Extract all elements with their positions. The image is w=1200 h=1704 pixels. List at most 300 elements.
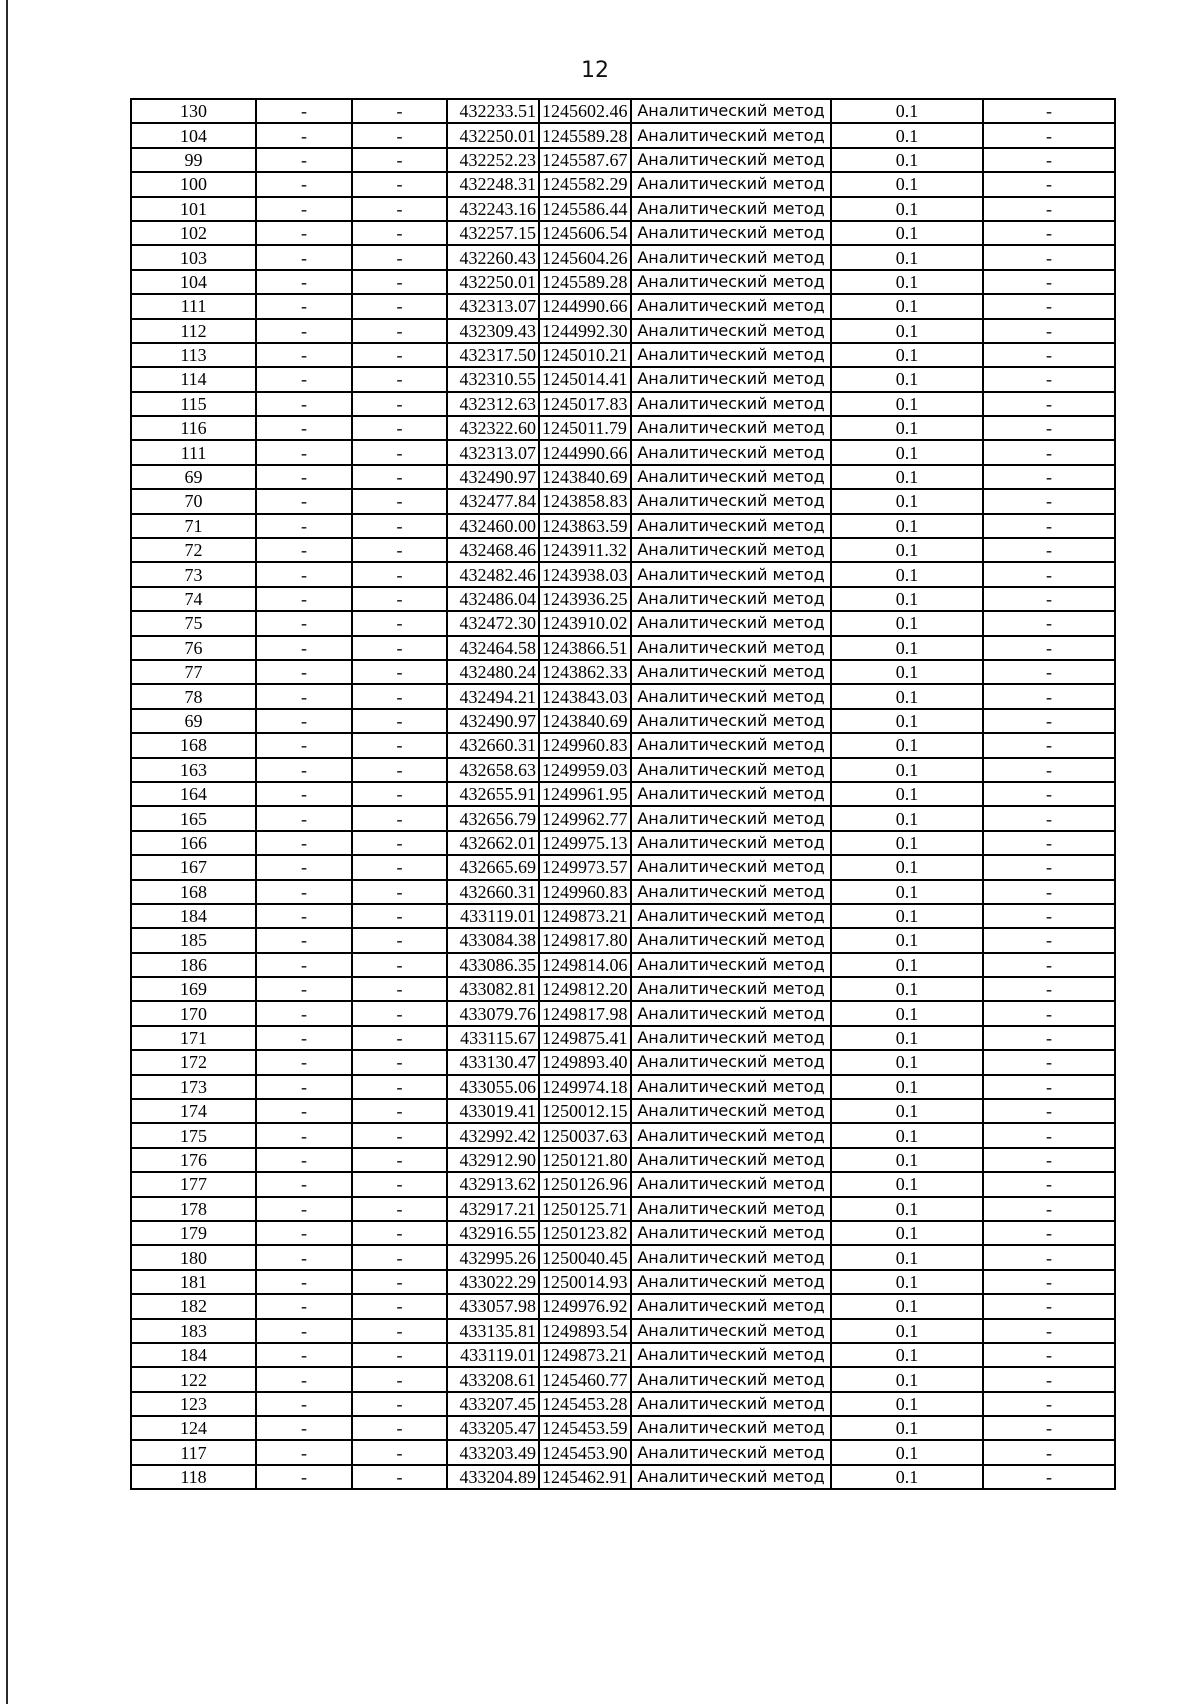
precision-cell: 0.1 [831,1392,983,1416]
precision-cell: 0.1 [831,733,983,757]
table-row [131,611,1115,635]
y-coordinate-cell: 1250126.96 [539,1172,631,1196]
y-coordinate-cell: 1243936.25 [539,587,631,611]
method-cell: Аналитический метод [631,123,831,147]
method-cell: Аналитический метод [631,904,831,928]
empty-value-cell: - [983,562,1115,586]
empty-value-cell: - [352,148,447,172]
y-coordinate-cell: 1249974.18 [539,1075,631,1099]
point-number-cell: 72 [131,538,256,562]
y-coordinate-cell: 1245453.90 [539,1440,631,1464]
empty-value-cell: - [352,416,447,440]
method-cell: Аналитический метод [631,1465,831,1489]
method-cell: Аналитический метод [631,319,831,343]
empty-value-cell: - [352,1416,447,1440]
empty-value-cell: - [352,1026,447,1050]
method-cell: Аналитический метод [631,928,831,952]
empty-value-cell: - [256,880,352,904]
y-coordinate-cell: 1249960.83 [539,733,631,757]
point-number-cell: 116 [131,416,256,440]
y-coordinate-cell: 1243911.32 [539,538,631,562]
empty-value-cell: - [983,709,1115,733]
point-number-cell: 173 [131,1075,256,1099]
empty-value-cell: - [256,1050,352,1074]
method-cell: Аналитический метод [631,1294,831,1318]
empty-value-cell: - [352,660,447,684]
y-coordinate-cell: 1243938.03 [539,562,631,586]
point-number-cell: 166 [131,831,256,855]
empty-value-cell: - [256,294,352,318]
x-coordinate-cell: 433022.29 [447,1270,539,1294]
empty-value-cell: - [983,953,1115,977]
empty-value-cell: - [352,123,447,147]
x-coordinate-cell: 432655.91 [447,782,539,806]
empty-value-cell: - [352,392,447,416]
x-coordinate-cell: 432464.58 [447,636,539,660]
y-coordinate-cell: 1243866.51 [539,636,631,660]
point-number-cell: 111 [131,440,256,464]
precision-cell: 0.1 [831,172,983,196]
table-row [131,855,1115,879]
method-cell: Аналитический метод [631,99,831,123]
table-row [131,1319,1115,1343]
x-coordinate-cell: 432313.07 [447,440,539,464]
y-coordinate-cell: 1245587.67 [539,148,631,172]
empty-value-cell: - [983,245,1115,269]
point-number-cell: 117 [131,1440,256,1464]
method-cell: Аналитический метод [631,1440,831,1464]
empty-value-cell: - [352,953,447,977]
point-number-cell: 101 [131,197,256,221]
empty-value-cell: - [352,367,447,391]
x-coordinate-cell: 433084.38 [447,928,539,952]
precision-cell: 0.1 [831,99,983,123]
method-cell: Аналитический метод [631,782,831,806]
empty-value-cell: - [256,733,352,757]
empty-value-cell: - [256,416,352,440]
point-number-cell: 180 [131,1245,256,1269]
point-number-cell: 111 [131,294,256,318]
method-cell: Аналитический метод [631,611,831,635]
y-coordinate-cell: 1249873.21 [539,904,631,928]
y-coordinate-cell: 1250040.45 [539,1245,631,1269]
empty-value-cell: - [983,977,1115,1001]
empty-value-cell: - [352,977,447,1001]
method-cell: Аналитический метод [631,1245,831,1269]
table-row [131,270,1115,294]
empty-value-cell: - [352,538,447,562]
empty-value-cell: - [256,123,352,147]
precision-cell: 0.1 [831,1221,983,1245]
x-coordinate-cell: 432468.46 [447,538,539,562]
empty-value-cell: - [983,343,1115,367]
empty-value-cell: - [352,1367,447,1391]
precision-cell: 0.1 [831,977,983,1001]
y-coordinate-cell: 1245606.54 [539,221,631,245]
table-row [131,99,1115,123]
table-row [131,806,1115,830]
y-coordinate-cell: 1249875.41 [539,1026,631,1050]
method-cell: Аналитический метод [631,1026,831,1050]
empty-value-cell: - [352,709,447,733]
precision-cell: 0.1 [831,1148,983,1172]
empty-value-cell: - [256,758,352,782]
x-coordinate-cell: 433119.01 [447,1343,539,1367]
precision-cell: 0.1 [831,538,983,562]
precision-cell: 0.1 [831,1440,983,1464]
empty-value-cell: - [256,660,352,684]
empty-value-cell: - [352,636,447,660]
table-row [131,733,1115,757]
table-row [131,831,1115,855]
table-row [131,319,1115,343]
empty-value-cell: - [256,514,352,538]
point-number-cell: 124 [131,1416,256,1440]
empty-value-cell: - [983,1075,1115,1099]
empty-value-cell: - [352,1075,447,1099]
empty-value-cell: - [983,221,1115,245]
point-number-cell: 69 [131,465,256,489]
empty-value-cell: - [256,806,352,830]
method-cell: Аналитический метод [631,709,831,733]
y-coordinate-cell: 1243843.03 [539,684,631,708]
point-number-cell: 179 [131,1221,256,1245]
y-coordinate-cell: 1243840.69 [539,709,631,733]
empty-value-cell: - [256,1245,352,1269]
x-coordinate-cell: 432917.21 [447,1197,539,1221]
y-coordinate-cell: 1243840.69 [539,465,631,489]
precision-cell: 0.1 [831,1172,983,1196]
precision-cell: 0.1 [831,1026,983,1050]
empty-value-cell: - [352,684,447,708]
method-cell: Аналитический метод [631,489,831,513]
y-coordinate-cell: 1245586.44 [539,197,631,221]
empty-value-cell: - [352,880,447,904]
empty-value-cell: - [983,489,1115,513]
x-coordinate-cell: 432250.01 [447,123,539,147]
method-cell: Аналитический метод [631,1416,831,1440]
empty-value-cell: - [983,684,1115,708]
point-number-cell: 184 [131,904,256,928]
precision-cell: 0.1 [831,489,983,513]
precision-cell: 0.1 [831,636,983,660]
empty-value-cell: - [983,1392,1115,1416]
empty-value-cell: - [256,562,352,586]
x-coordinate-cell: 432313.07 [447,294,539,318]
empty-value-cell: - [983,880,1115,904]
method-cell: Аналитический метод [631,392,831,416]
empty-value-cell: - [256,538,352,562]
empty-value-cell: - [983,587,1115,611]
empty-value-cell: - [352,489,447,513]
table-row [131,221,1115,245]
empty-value-cell: - [256,1026,352,1050]
empty-value-cell: - [352,172,447,196]
empty-value-cell: - [352,440,447,464]
table-row [131,1050,1115,1074]
table-row [131,245,1115,269]
point-number-cell: 175 [131,1123,256,1147]
x-coordinate-cell: 432248.31 [447,172,539,196]
empty-value-cell: - [983,270,1115,294]
table-row [131,1392,1115,1416]
y-coordinate-cell: 1244992.30 [539,319,631,343]
table-body [131,99,1115,1489]
empty-value-cell: - [256,1001,352,1025]
empty-value-cell: - [983,1416,1115,1440]
precision-cell: 0.1 [831,1319,983,1343]
method-cell: Аналитический метод [631,440,831,464]
point-number-cell: 172 [131,1050,256,1074]
empty-value-cell: - [983,1245,1115,1269]
precision-cell: 0.1 [831,758,983,782]
page-number: 12 [581,58,609,83]
empty-value-cell: - [983,928,1115,952]
table-row [131,904,1115,928]
empty-value-cell: - [983,636,1115,660]
method-cell: Аналитический метод [631,1099,831,1123]
method-cell: Аналитический метод [631,465,831,489]
table-row [131,538,1115,562]
y-coordinate-cell: 1245589.28 [539,123,631,147]
precision-cell: 0.1 [831,1343,983,1367]
method-cell: Аналитический метод [631,514,831,538]
table-row [131,953,1115,977]
method-cell: Аналитический метод [631,1148,831,1172]
point-number-cell: 114 [131,367,256,391]
empty-value-cell: - [352,904,447,928]
empty-value-cell: - [256,1367,352,1391]
precision-cell: 0.1 [831,465,983,489]
y-coordinate-cell: 1250037.63 [539,1123,631,1147]
y-coordinate-cell: 1245017.83 [539,392,631,416]
empty-value-cell: - [352,1001,447,1025]
empty-value-cell: - [983,1367,1115,1391]
empty-value-cell: - [352,855,447,879]
precision-cell: 0.1 [831,904,983,928]
empty-value-cell: - [256,343,352,367]
coordinates-table [130,98,1116,1490]
empty-value-cell: - [256,99,352,123]
empty-value-cell: - [256,782,352,806]
precision-cell: 0.1 [831,1050,983,1074]
x-coordinate-cell: 432660.31 [447,733,539,757]
table-row [131,758,1115,782]
point-number-cell: 185 [131,928,256,952]
x-coordinate-cell: 432252.23 [447,148,539,172]
table-row [131,343,1115,367]
table-row [131,440,1115,464]
method-cell: Аналитический метод [631,806,831,830]
empty-value-cell: - [352,1148,447,1172]
y-coordinate-cell: 1249812.20 [539,977,631,1001]
y-coordinate-cell: 1244990.66 [539,440,631,464]
empty-value-cell: - [352,1465,447,1489]
table-row [131,880,1115,904]
method-cell: Аналитический метод [631,733,831,757]
empty-value-cell: - [983,855,1115,879]
point-number-cell: 186 [131,953,256,977]
empty-value-cell: - [352,245,447,269]
x-coordinate-cell: 433119.01 [447,904,539,928]
method-cell: Аналитический метод [631,416,831,440]
x-coordinate-cell: 432995.26 [447,1245,539,1269]
table-row [131,587,1115,611]
x-coordinate-cell: 432486.04 [447,587,539,611]
table-row [131,1197,1115,1221]
precision-cell: 0.1 [831,123,983,147]
empty-value-cell: - [256,1099,352,1123]
y-coordinate-cell: 1243858.83 [539,489,631,513]
x-coordinate-cell: 433203.49 [447,1440,539,1464]
table-row [131,1123,1115,1147]
method-cell: Аналитический метод [631,172,831,196]
empty-value-cell: - [983,1197,1115,1221]
empty-value-cell: - [256,1294,352,1318]
x-coordinate-cell: 432243.16 [447,197,539,221]
table-row [131,465,1115,489]
method-cell: Аналитический метод [631,538,831,562]
method-cell: Аналитический метод [631,1197,831,1221]
y-coordinate-cell: 1245014.41 [539,367,631,391]
table-row [131,1026,1115,1050]
empty-value-cell: - [352,831,447,855]
precision-cell: 0.1 [831,440,983,464]
empty-value-cell: - [983,1123,1115,1147]
method-cell: Аналитический метод [631,977,831,1001]
y-coordinate-cell: 1245462.91 [539,1465,631,1489]
empty-value-cell: - [256,904,352,928]
y-coordinate-cell: 1249893.40 [539,1050,631,1074]
empty-value-cell: - [352,1099,447,1123]
y-coordinate-cell: 1249817.98 [539,1001,631,1025]
empty-value-cell: - [983,1221,1115,1245]
table-row [131,1294,1115,1318]
x-coordinate-cell: 432312.63 [447,392,539,416]
method-cell: Аналитический метод [631,684,831,708]
table-row [131,294,1115,318]
empty-value-cell: - [256,1075,352,1099]
empty-value-cell: - [352,1319,447,1343]
y-coordinate-cell: 1245453.28 [539,1392,631,1416]
precision-cell: 0.1 [831,367,983,391]
empty-value-cell: - [256,684,352,708]
empty-value-cell: - [983,294,1115,318]
y-coordinate-cell: 1245589.28 [539,270,631,294]
y-coordinate-cell: 1243910.02 [539,611,631,635]
y-coordinate-cell: 1249960.83 [539,880,631,904]
table-row [131,928,1115,952]
table-row [131,562,1115,586]
empty-value-cell: - [352,99,447,123]
precision-cell: 0.1 [831,1075,983,1099]
empty-value-cell: - [256,1270,352,1294]
table-row [131,1148,1115,1172]
point-number-cell: 168 [131,880,256,904]
empty-value-cell: - [256,855,352,879]
table-row [131,1465,1115,1489]
empty-value-cell: - [256,197,352,221]
y-coordinate-cell: 1245582.29 [539,172,631,196]
x-coordinate-cell: 432490.97 [447,709,539,733]
empty-value-cell: - [983,197,1115,221]
empty-value-cell: - [352,319,447,343]
point-number-cell: 99 [131,148,256,172]
precision-cell: 0.1 [831,514,983,538]
precision-cell: 0.1 [831,1270,983,1294]
table-row [131,416,1115,440]
method-cell: Аналитический метод [631,880,831,904]
precision-cell: 0.1 [831,221,983,245]
empty-value-cell: - [983,1270,1115,1294]
point-number-cell: 103 [131,245,256,269]
method-cell: Аналитический метод [631,1075,831,1099]
x-coordinate-cell: 432992.42 [447,1123,539,1147]
empty-value-cell: - [983,1465,1115,1489]
precision-cell: 0.1 [831,1465,983,1489]
method-cell: Аналитический метод [631,294,831,318]
empty-value-cell: - [983,367,1115,391]
precision-cell: 0.1 [831,245,983,269]
point-number-cell: 118 [131,1465,256,1489]
empty-value-cell: - [352,465,447,489]
empty-value-cell: - [352,758,447,782]
precision-cell: 0.1 [831,660,983,684]
y-coordinate-cell: 1250012.15 [539,1099,631,1123]
empty-value-cell: - [256,587,352,611]
x-coordinate-cell: 432665.69 [447,855,539,879]
empty-value-cell: - [983,319,1115,343]
y-coordinate-cell: 1244990.66 [539,294,631,318]
y-coordinate-cell: 1249962.77 [539,806,631,830]
x-coordinate-cell: 433019.41 [447,1099,539,1123]
empty-value-cell: - [352,587,447,611]
x-coordinate-cell: 433086.35 [447,953,539,977]
x-coordinate-cell: 433204.89 [447,1465,539,1489]
precision-cell: 0.1 [831,1099,983,1123]
empty-value-cell: - [983,1319,1115,1343]
empty-value-cell: - [983,416,1115,440]
y-coordinate-cell: 1249975.13 [539,831,631,855]
table-row [131,1440,1115,1464]
precision-cell: 0.1 [831,1197,983,1221]
point-number-cell: 174 [131,1099,256,1123]
empty-value-cell: - [983,465,1115,489]
empty-value-cell: - [256,245,352,269]
point-number-cell: 74 [131,587,256,611]
empty-value-cell: - [983,440,1115,464]
precision-cell: 0.1 [831,294,983,318]
method-cell: Аналитический метод [631,1343,831,1367]
table-row [131,1172,1115,1196]
x-coordinate-cell: 432662.01 [447,831,539,855]
point-number-cell: 73 [131,562,256,586]
y-coordinate-cell: 1249961.95 [539,782,631,806]
y-coordinate-cell: 1245604.26 [539,245,631,269]
empty-value-cell: - [256,1416,352,1440]
method-cell: Аналитический метод [631,270,831,294]
method-cell: Аналитический метод [631,562,831,586]
empty-value-cell: - [256,1392,352,1416]
method-cell: Аналитический метод [631,1319,831,1343]
y-coordinate-cell: 1250123.82 [539,1221,631,1245]
method-cell: Аналитический метод [631,1221,831,1245]
table-row [131,636,1115,660]
empty-value-cell: - [983,1294,1115,1318]
empty-value-cell: - [983,99,1115,123]
empty-value-cell: - [256,1221,352,1245]
empty-value-cell: - [352,1245,447,1269]
